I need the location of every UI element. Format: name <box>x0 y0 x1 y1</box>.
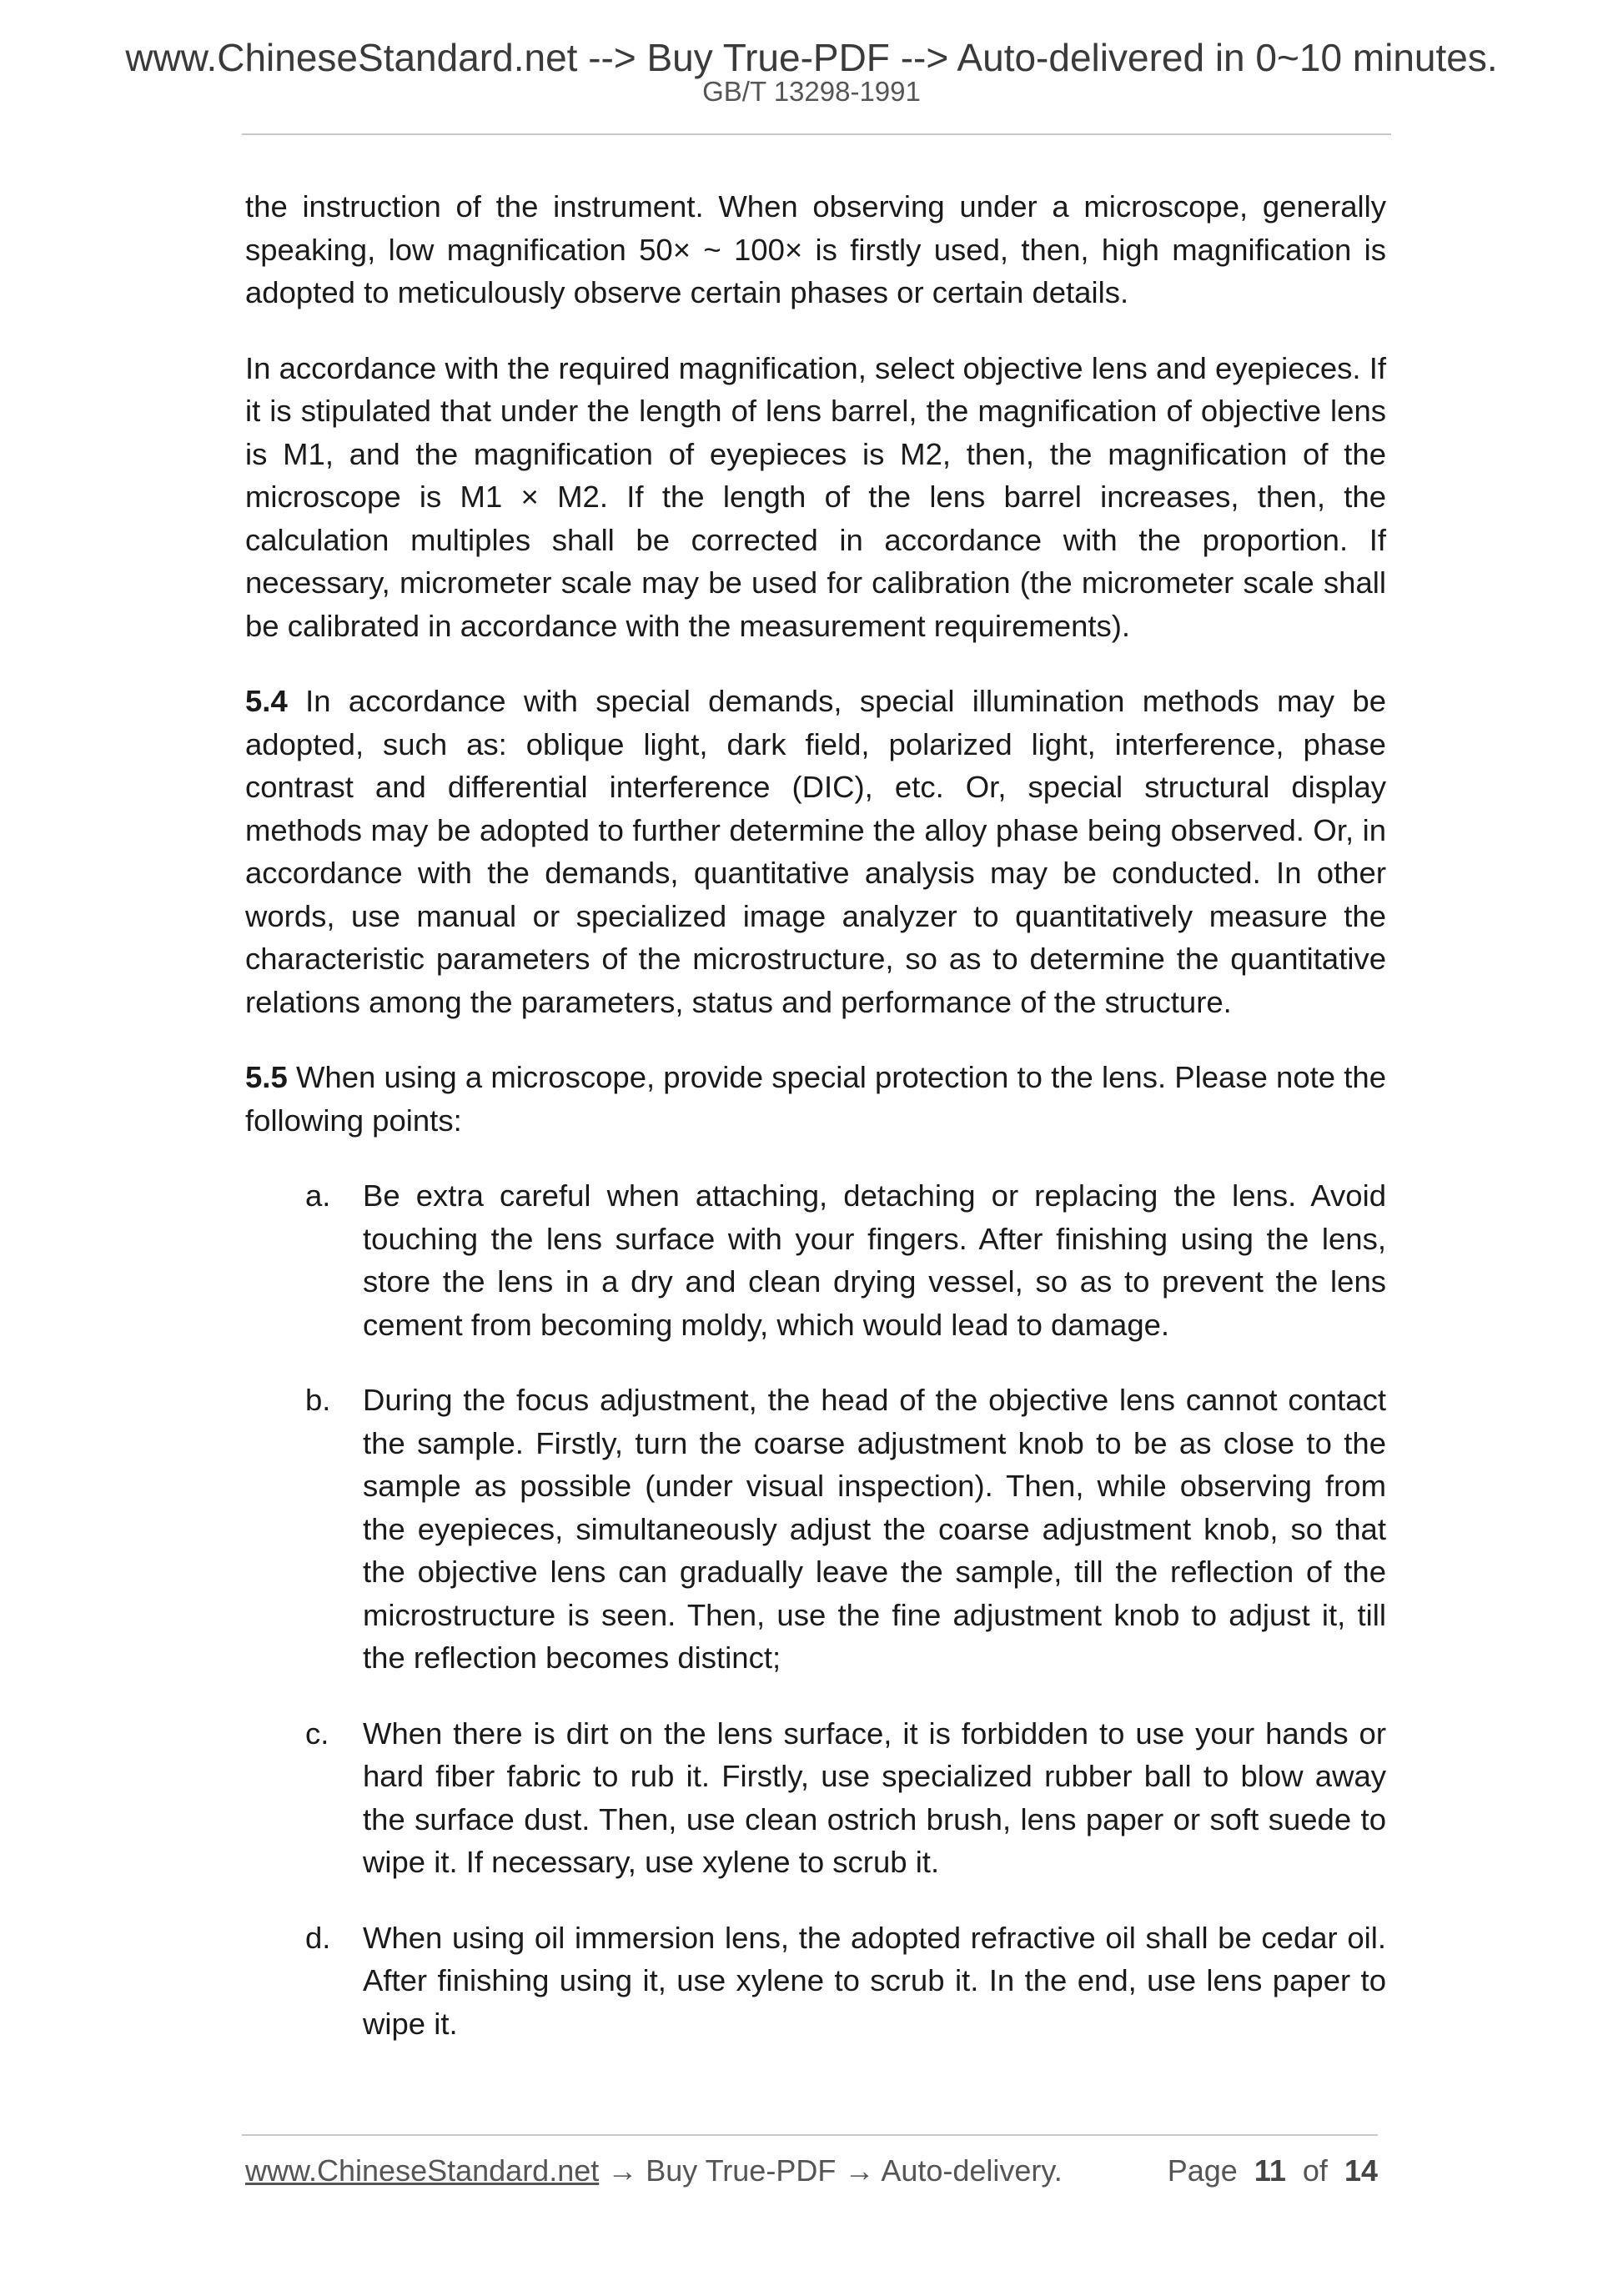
list-marker: b. <box>305 1383 331 1417</box>
footer-site-link[interactable]: www.ChineseStandard.net <box>245 2153 600 2188</box>
page-current: 11 <box>1254 2153 1286 2188</box>
section-5-4 <box>245 680 1386 1023</box>
list-marker: c. <box>305 1716 329 1751</box>
list-item <box>245 1917 1386 2046</box>
standard-code: GB/T 13298-1991 <box>702 76 921 107</box>
section-number: 5.5 <box>245 1060 288 1094</box>
list-marker: d. <box>305 1920 331 1955</box>
section-5-5 <box>245 1056 1386 1142</box>
document-body <box>245 185 1386 2077</box>
body-paragraph: the instruction of the instrument. When observing under a microscope, generally speaking, low magnification 50× ~ 100× is firstly used, then, high magnification is adopted to meticulously observe certain phases or certain details. <box>245 189 1386 309</box>
list-item-text: During the focus adjustment, the head of the objective lens cannot contact the sample. Firstly, turn the coarse adjustment knob to be as close to the sample as possible (under visual inspection). Then, while observing from the eyepieces, simultaneously adjust the coarse adjustment knob, so that the objective lens can gradually leave the sample, till the reflection of the microstructure is seen. Then, use the fine adjustment knob to adjust it, till the reflection becomes distinct; <box>363 1383 1386 1675</box>
site-banner: www.ChineseStandard.net --> Buy True-PDF --> Auto-delivered in 0~10 minutes. <box>125 36 1498 79</box>
page-of: of <box>1302 2153 1328 2188</box>
list-item-text: Be extra careful when attaching, detaching or replacing the lens. Avoid touching the lens surface with your fingers. After finishing using the lens, store the lens in a dry and clean drying vessel, so as to prevent the lens cement from becoming moldy, which would lead to damage. <box>363 1178 1386 1342</box>
footer-divider <box>242 2134 1378 2136</box>
section-text: In accordance with special demands, special illumination methods may be adopted, such as: oblique light, dark field, polarized light, interference, phase contrast and differential interference (DIC), etc. Or, special structural display methods may be adopted to further determine the alloy phase being observed. Or, in accordance with the demands, quantitative analysis may be conducted. In other words, use manual or specialized image analyzer to quantitatively measure the characteristic parameters of the microstructure, so as to determine the quantitative relations among the parameters, status and performance of the structure. <box>245 684 1386 1019</box>
list-item <box>245 1174 1386 1346</box>
section-number: 5.4 <box>245 684 288 718</box>
page-indicator <box>1167 2153 1378 2188</box>
list-marker: a. <box>305 1178 331 1213</box>
list-item-text: When there is dirt on the lens surface, it is forbidden to use your hands or hard fiber fabric to rub it. Firstly, use specialized rubber ball to blow away the surface dust. Then, use clean ostrich brush, lens paper or soft suede to wipe it. If necessary, use xylene to scrub it. <box>363 1716 1386 1879</box>
footer-tagline: → Buy True-PDF → Auto-delivery. <box>599 2153 1063 2188</box>
page-footer <box>245 2153 1378 2188</box>
body-paragraph: In accordance with the required magnification, select objective lens and eyepieces. If it is stipulated that under the length of lens barrel, the magnification of objective lens is M1, and the magnification of eyepieces is M2, then, the magnification of the microscope is M1 × M2. If the length of the lens barrel increases, then, the calculation multiples shall be corrected in accordance with the proportion. If necessary, micrometer scale may be used for calibration (the micrometer scale shall be calibrated in accordance with the measurement requirements). <box>245 350 1386 643</box>
page-label: Page <box>1167 2153 1238 2188</box>
header-divider <box>242 133 1391 135</box>
section-text: When using a microscope, provide special protection to the lens. Please note the following points: <box>245 1060 1386 1138</box>
page-total: 14 <box>1344 2153 1378 2188</box>
list-item <box>245 1379 1386 1680</box>
list-item <box>245 1712 1386 1884</box>
list-item-text: When using oil immersion lens, the adopted refractive oil shall be cedar oil. After finishing using it, use xylene to scrub it. In the end, use lens paper to wipe it. <box>363 1920 1386 2041</box>
